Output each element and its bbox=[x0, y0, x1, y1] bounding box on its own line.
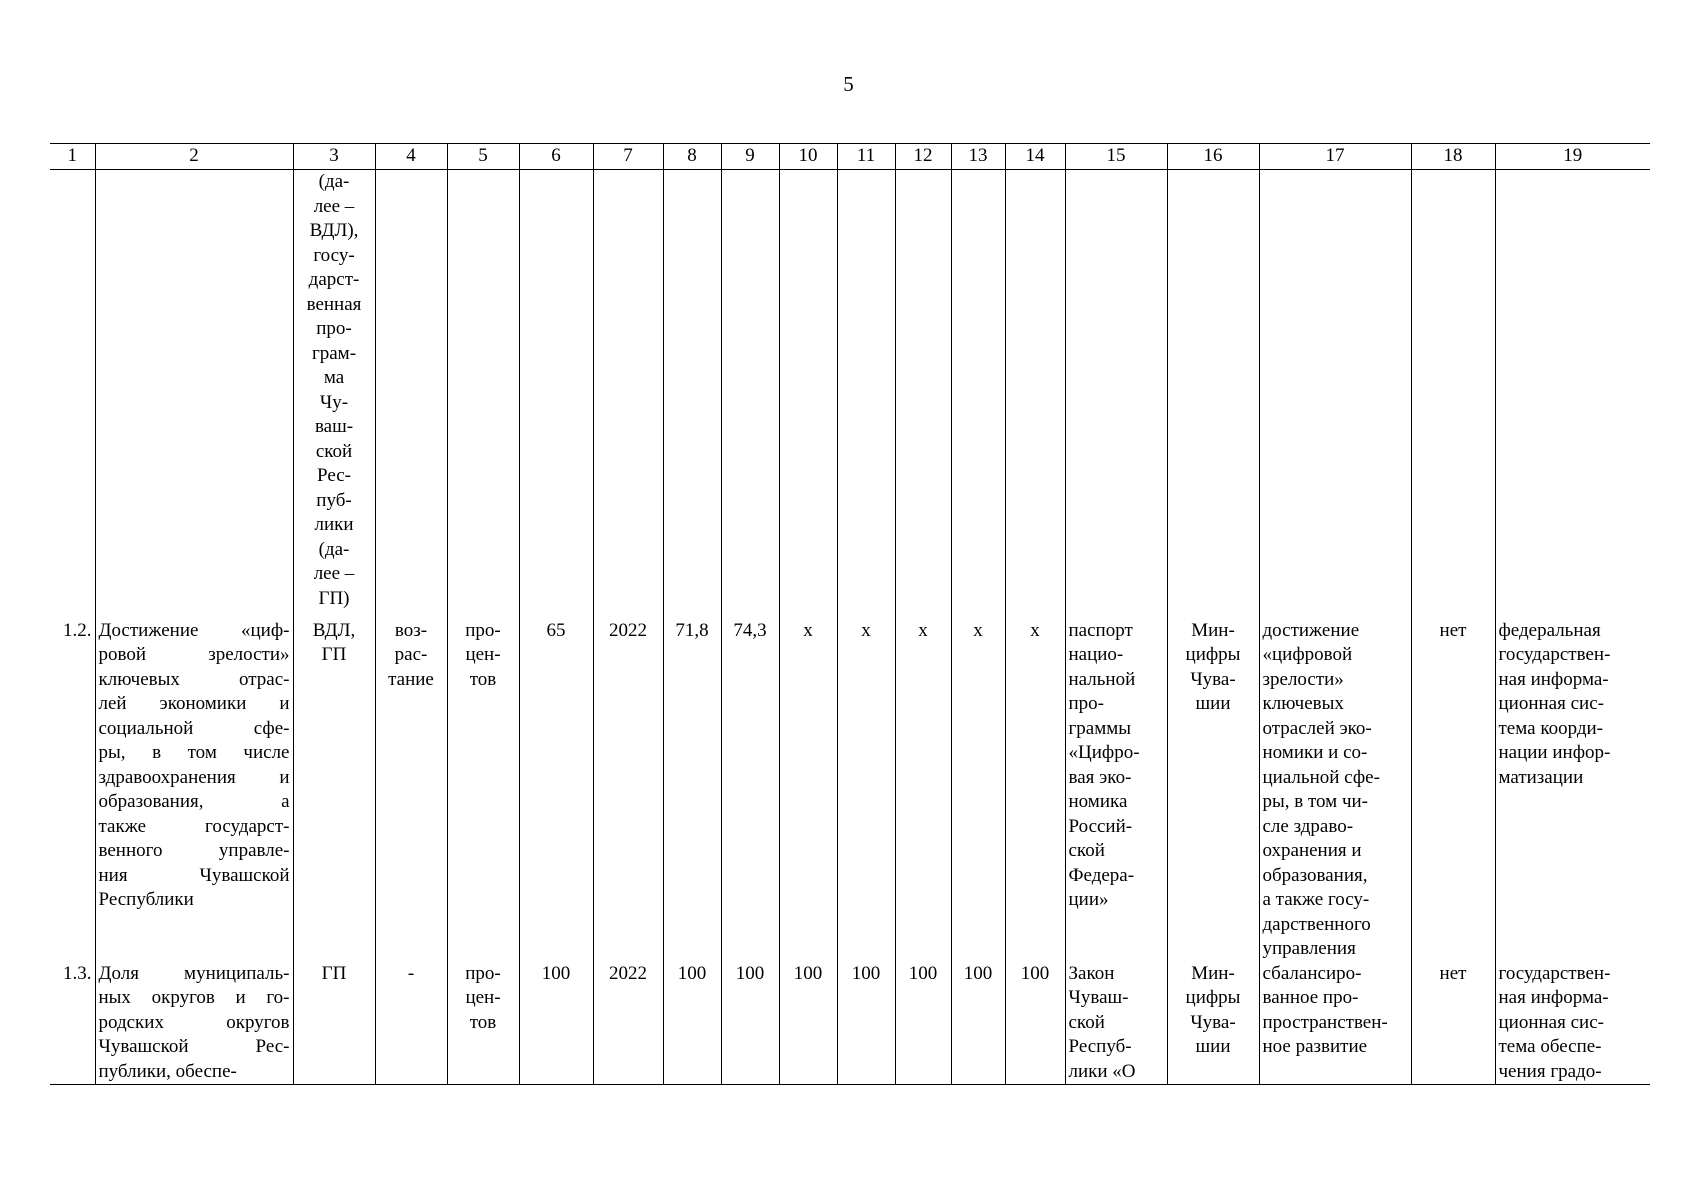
text-line: ное развитие bbox=[1262, 1036, 1368, 1057]
text-line: венная bbox=[306, 293, 362, 315]
text-line: вая эко- bbox=[1068, 766, 1132, 788]
col-header: 5 bbox=[447, 144, 519, 170]
text-line: Мин- bbox=[1191, 619, 1235, 641]
text-line: рас- bbox=[394, 644, 428, 665]
text-line: ВДЛ), bbox=[309, 220, 359, 241]
text-line: ВДЛ, bbox=[312, 619, 356, 641]
text-line: ния Чувашской bbox=[98, 864, 290, 886]
value-cell: 100 bbox=[779, 962, 837, 1085]
text-line: пуб- bbox=[316, 489, 352, 511]
text-line: Рес- bbox=[317, 465, 351, 486]
table-row bbox=[50, 170, 1650, 619]
col-header: 3 bbox=[293, 144, 375, 170]
text-line: федеральная bbox=[1498, 619, 1601, 641]
text-line: чения градо- bbox=[1498, 1060, 1602, 1082]
text-line: нацио- bbox=[1068, 644, 1124, 665]
text-line: лики bbox=[314, 514, 354, 535]
text-line: цен- bbox=[465, 644, 501, 665]
value-cell: х bbox=[1005, 619, 1065, 962]
text-line: управления bbox=[1262, 938, 1356, 959]
text-line: тов bbox=[469, 668, 497, 690]
text-line: Чуваш- bbox=[1068, 987, 1129, 1008]
text-line: Достижение «циф- bbox=[98, 619, 290, 641]
text-line: ма bbox=[323, 367, 345, 388]
text-line: отраслей эко- bbox=[1262, 717, 1372, 739]
text-line: госу- bbox=[313, 244, 355, 266]
text-line: Чува- bbox=[1190, 668, 1236, 690]
base-year: 2022 bbox=[593, 619, 663, 962]
goal-link bbox=[1259, 962, 1411, 1085]
text-line: шии bbox=[1195, 1036, 1231, 1057]
document-basis bbox=[1065, 619, 1167, 962]
page-number: 5 bbox=[843, 72, 854, 96]
col-header: 13 bbox=[951, 144, 1005, 170]
table-row bbox=[50, 962, 1650, 1085]
indicator-name bbox=[95, 619, 293, 962]
text-line: также государст- bbox=[98, 815, 290, 837]
text-line: про- bbox=[465, 619, 501, 641]
cell-source-continuation bbox=[293, 170, 375, 619]
value-cell: х bbox=[779, 619, 837, 962]
text-line: тов bbox=[469, 1011, 497, 1033]
base-value: 100 bbox=[519, 962, 593, 1085]
col-header: 4 bbox=[375, 144, 447, 170]
col-header: 16 bbox=[1167, 144, 1259, 170]
table-row bbox=[50, 619, 1650, 962]
text-line: ционная сис- bbox=[1498, 1011, 1604, 1033]
flag-cell: нет bbox=[1411, 962, 1495, 1085]
text-line: про- bbox=[465, 962, 501, 984]
text-line: матизации bbox=[1498, 766, 1584, 788]
text-line: ключевых отрас- bbox=[98, 668, 290, 690]
text-line: лее – bbox=[313, 563, 355, 584]
col-header: 14 bbox=[1005, 144, 1065, 170]
flag-cell: нет bbox=[1411, 619, 1495, 962]
text-line: охранения и bbox=[1262, 840, 1362, 861]
text-line: Россий- bbox=[1068, 815, 1133, 837]
col-header: 9 bbox=[721, 144, 779, 170]
text-line: грам- bbox=[311, 342, 357, 364]
text-line: родских округов bbox=[98, 1011, 290, 1033]
text-line: тание bbox=[388, 668, 434, 690]
text-line: государствен- bbox=[1498, 644, 1611, 665]
text-line: ная информа- bbox=[1498, 668, 1609, 690]
text-line: нации инфор- bbox=[1498, 742, 1611, 763]
indicator-name bbox=[95, 962, 293, 1085]
value-cell: 100 bbox=[951, 962, 1005, 1085]
col-header: 8 bbox=[663, 144, 721, 170]
info-system bbox=[1495, 619, 1650, 962]
text-line: ской bbox=[1068, 840, 1105, 861]
text-line: Федера- bbox=[1068, 864, 1135, 886]
text-line: достижение bbox=[1262, 619, 1360, 641]
base-value: 65 bbox=[519, 619, 593, 962]
responsible-org bbox=[1167, 962, 1259, 1085]
goal-link bbox=[1259, 619, 1411, 962]
text-line: (да- bbox=[318, 171, 350, 192]
text-line: государствен- bbox=[1498, 962, 1611, 984]
text-line: здравоохранения и bbox=[98, 766, 290, 788]
text-line: цен- bbox=[465, 987, 501, 1008]
text-line: лики «О bbox=[1068, 1060, 1136, 1082]
text-line: про- bbox=[1068, 693, 1104, 714]
text-line: социальной сфе- bbox=[98, 717, 290, 739]
text-line: цифры bbox=[1185, 644, 1241, 665]
value-cell: х bbox=[895, 619, 951, 962]
text-line: лее – bbox=[313, 195, 355, 217]
text-line: тема коорди- bbox=[1498, 717, 1603, 739]
text-line: образования, а bbox=[98, 791, 290, 812]
text-line: (да- bbox=[318, 538, 350, 560]
responsible-org bbox=[1167, 619, 1259, 962]
col-header: 10 bbox=[779, 144, 837, 170]
text-line: про- bbox=[316, 318, 352, 339]
text-line: паспорт bbox=[1068, 619, 1133, 641]
text-line: венного управле- bbox=[98, 840, 290, 861]
value-cell: 100 bbox=[663, 962, 721, 1085]
value-cell: х bbox=[951, 619, 1005, 962]
text-line: воз- bbox=[394, 619, 428, 641]
text-line: лей экономики и bbox=[98, 693, 290, 714]
text-line: дарст- bbox=[308, 269, 360, 290]
col-header: 19 bbox=[1495, 144, 1650, 170]
text-line: ской bbox=[1068, 1011, 1105, 1033]
value-cell: х bbox=[837, 619, 895, 962]
text-line: публики, обеспе- bbox=[98, 1060, 237, 1082]
text-line: сбалансиро- bbox=[1262, 962, 1362, 984]
text-line: «Цифро- bbox=[1068, 742, 1140, 763]
text-line: образования, bbox=[1262, 864, 1368, 886]
col-header: 2 bbox=[95, 144, 293, 170]
text-line: Чува- bbox=[1190, 1011, 1236, 1033]
value-cell: 100 bbox=[837, 962, 895, 1085]
text-line: тема обеспе- bbox=[1498, 1036, 1602, 1057]
text-line: ваш- bbox=[314, 416, 354, 437]
col-header: 1 bbox=[50, 144, 95, 170]
text-line: ры, в том чи- bbox=[1262, 791, 1369, 812]
row-number: 1.3. bbox=[50, 962, 95, 1085]
text-line: номика bbox=[1068, 791, 1128, 812]
text-line: дарственного bbox=[1262, 913, 1371, 935]
col-header: 11 bbox=[837, 144, 895, 170]
row-number: 1.2. bbox=[50, 619, 95, 962]
value-cell: 74,3 bbox=[721, 619, 779, 962]
text-line: ванное про- bbox=[1262, 987, 1359, 1008]
indicators-table bbox=[50, 143, 1650, 1085]
text-line: Доля муниципаль- bbox=[98, 962, 290, 984]
col-header: 6 bbox=[519, 144, 593, 170]
text-line: Республики bbox=[98, 889, 194, 910]
col-header: 18 bbox=[1411, 144, 1495, 170]
text-line: ской bbox=[315, 440, 353, 462]
text-line: Чу- bbox=[319, 391, 349, 413]
text-line: ции» bbox=[1068, 889, 1109, 910]
text-line: ГП) bbox=[318, 587, 350, 609]
text-line: сле здраво- bbox=[1262, 815, 1354, 837]
text-line: ключевых bbox=[1262, 693, 1344, 714]
text-line: зрелости» bbox=[1262, 668, 1344, 690]
text-line: нальной bbox=[1068, 668, 1136, 690]
col-header: 15 bbox=[1065, 144, 1167, 170]
document-basis bbox=[1065, 962, 1167, 1085]
text-line: ная информа- bbox=[1498, 987, 1609, 1008]
text-line: граммы bbox=[1068, 717, 1132, 739]
base-year: 2022 bbox=[593, 962, 663, 1085]
text-line: «цифровой bbox=[1262, 644, 1353, 665]
text-line: номики и со- bbox=[1262, 742, 1368, 763]
col-header: 12 bbox=[895, 144, 951, 170]
text-line: пространствен- bbox=[1262, 1011, 1388, 1033]
value-cell: 100 bbox=[895, 962, 951, 1085]
text-line: Респуб- bbox=[1068, 1036, 1132, 1057]
indicator-unit bbox=[447, 619, 519, 962]
value-cell: 100 bbox=[721, 962, 779, 1085]
column-number-row bbox=[50, 144, 1650, 170]
indicator-level bbox=[293, 619, 375, 962]
text-line: ГП bbox=[321, 644, 347, 665]
text-line: Чувашской Рес- bbox=[98, 1036, 290, 1057]
value-cell: 71,8 bbox=[663, 619, 721, 962]
indicator-level: ГП bbox=[293, 962, 375, 1085]
value-cell: 100 bbox=[1005, 962, 1065, 1085]
indicator-trend: - bbox=[375, 962, 447, 1085]
text-line: цифры bbox=[1185, 987, 1241, 1008]
text-line: ных округов и го- bbox=[98, 987, 290, 1008]
text-line: Мин- bbox=[1191, 962, 1235, 984]
text-line: Закон bbox=[1068, 962, 1115, 984]
info-system bbox=[1495, 962, 1650, 1085]
text-line: а также госу- bbox=[1262, 889, 1370, 910]
col-header: 17 bbox=[1259, 144, 1411, 170]
text-line: шии bbox=[1195, 693, 1231, 714]
indicator-trend bbox=[375, 619, 447, 962]
col-header: 7 bbox=[593, 144, 663, 170]
text-line: циальной сфе- bbox=[1262, 766, 1380, 788]
text-line: ры, в том числе bbox=[98, 742, 290, 763]
text-line: ционная сис- bbox=[1498, 693, 1604, 714]
text-line: ровой зрелости» bbox=[98, 644, 290, 665]
indicator-unit bbox=[447, 962, 519, 1085]
